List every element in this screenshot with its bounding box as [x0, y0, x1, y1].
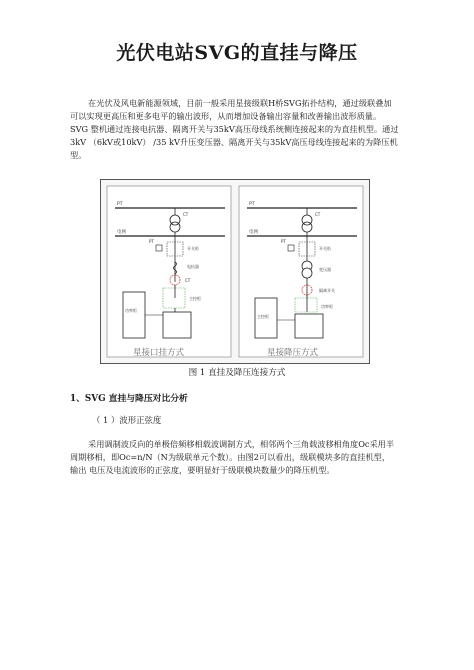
device-label: 功率柜: [125, 308, 137, 313]
section-heading: 1、SVG 直挂与降压对比分析: [70, 394, 188, 404]
device-label: 开关柜: [319, 246, 331, 251]
bus-label: 电网: [117, 230, 126, 235]
page-title: 光伏电站SVG的直挂与降压: [116, 42, 358, 64]
ct-label: CT: [183, 212, 189, 217]
bus-label: PT: [117, 202, 123, 207]
device-label: 主控柜: [189, 296, 201, 301]
device-label: 主控柜: [257, 314, 269, 319]
right-panel-label: 星接降压方式: [267, 348, 319, 358]
transformer-symbol: [302, 268, 312, 278]
connection-diagram-figure: [100, 179, 370, 364]
pt-label: PT: [149, 239, 154, 244]
intro-line: 可以实现更高压和更多电平的输出波形，从而增加设备输出容量和改善输出波形质量。: [70, 111, 382, 121]
intro-line: SVG 整机通过连接电抗器、隔离开关与35kV高压母线系统侧连接起来的为直挂机型。通过: [70, 124, 399, 134]
ct-label: CT: [315, 212, 321, 217]
left-panel-label: 星接口挂方式: [133, 348, 185, 358]
bus-label: 电网: [249, 230, 258, 235]
intro-line: 3kV （6kV或10kV） /35 kV升压变压器、隔离开关与35kV高压母线连接起来的为降压机: [70, 137, 398, 147]
body-line: 采用调制波反向的单极倍频移相载波调制方式，相邻两个三角载波移相角度Oc采用半: [88, 439, 395, 449]
body-line: 输出 电压及电流波形的正弦度，要明显好于级联模块数量少的降压机型。: [70, 465, 335, 475]
left-panel: [107, 186, 231, 357]
device-label: 隔离开关: [319, 288, 335, 293]
body-line: 周期移相，即Oc=n/N（N为级联单元个数）。由图2可以看出，级联模块多的直挂机型，: [70, 452, 391, 462]
bus-label: PT: [249, 202, 255, 207]
device-label: 功率柜: [321, 304, 333, 309]
device-label: 变压器: [319, 267, 331, 272]
ct-label: CT: [185, 278, 191, 283]
intro-paragraph: [70, 97, 408, 162]
device-label: 开关柜: [187, 246, 199, 251]
connection-diagram: [101, 180, 369, 363]
body-paragraph: [70, 438, 410, 477]
intro-line: 型。: [70, 150, 87, 160]
subsection-heading: （ 1 ）波形正弦度: [92, 415, 162, 425]
device-label: 电抗器: [187, 264, 199, 269]
figure-caption: 图 1 直挂及降压连接方式: [188, 368, 286, 378]
pt-label: PT: [281, 239, 286, 244]
intro-line: 在光伏及风电新能源领域，目前一般采用星接级联H桥SVG拓扑结构，通过级联叠加: [88, 98, 392, 108]
right-panel: [239, 186, 363, 357]
